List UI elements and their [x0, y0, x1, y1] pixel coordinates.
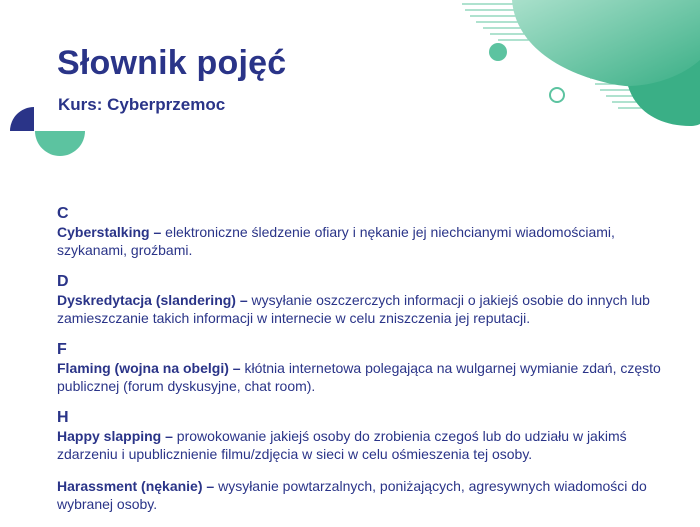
entry-definition: wysyłanie oszczerczych informacji o jakiejś osobie do innych lub zamieszczanie takich informacji w internecie w celu zniszczenia jej reputacji.	[57, 292, 650, 326]
entry-term: Happy slapping –	[57, 428, 173, 444]
glossary-section-h	[57, 409, 667, 513]
page-title: Słownik pojęć	[57, 44, 287, 82]
glossary-entry	[57, 427, 667, 463]
green-blob-decoration	[512, 0, 700, 87]
section-letter: H	[57, 409, 69, 426]
entry-term: Cyberstalking –	[57, 224, 162, 240]
section-letter: D	[57, 273, 69, 290]
outline-circle-decoration	[550, 88, 564, 102]
entry-term: Dyskredytacja (slandering) –	[57, 292, 248, 308]
glossary-content	[57, 205, 667, 527]
entry-definition: elektroniczne śledzenie ofiary i nękanie jej niechcianymi wiadomościami, szykanami, groźbami.	[57, 224, 615, 258]
green-half-circle-decoration	[35, 131, 85, 156]
glossary-entry	[57, 477, 667, 513]
course-subtitle: Kurs: Cyberprzemoc	[58, 95, 226, 114]
entry-definition: wysyłanie powtarzalnych, poniżających, agresywnych wiadomości do wybranej osoby.	[57, 478, 647, 512]
navy-quarter-decoration	[10, 107, 34, 131]
entry-term: Harassment (nękanie) –	[57, 478, 215, 494]
section-letter: C	[57, 205, 69, 222]
entry-term: Flaming (wojna na obelgi) –	[57, 360, 241, 376]
entry-definition: kłótnia internetowa polegająca na wulgarnej wymianie zdań, często publicznej (forum dyskusyjne, chat room).	[57, 360, 661, 394]
glossary-entry	[57, 291, 667, 327]
section-letter: F	[57, 341, 67, 358]
glossary-entry	[57, 223, 667, 259]
glossary-entry	[57, 359, 667, 395]
entry-definition: prowokowanie jakiejś osoby do zrobienia czegoś lub do udziału w jakimś zdarzeniu i upublicznienie filmu/zdjęcia w sieci w celu ośmieszenia tej osoby.	[57, 428, 627, 462]
glossary-section-d	[57, 273, 667, 327]
glossary-section-c	[57, 205, 667, 259]
small-green-dot-decoration	[489, 43, 507, 61]
glossary-section-f	[57, 341, 667, 395]
